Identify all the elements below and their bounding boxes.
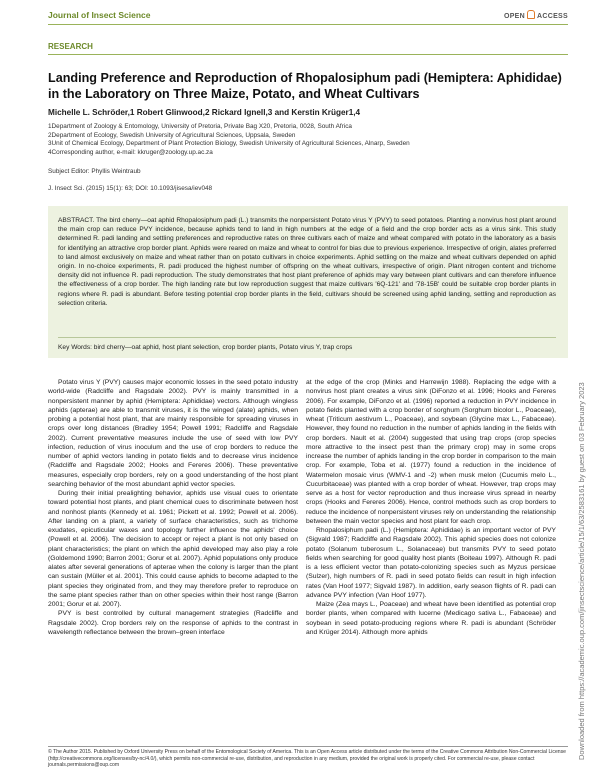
abstract-box (48, 206, 568, 358)
paper-title: Landing Preference and Reproduction of Rhopalosiphum padi (Hemiptera: Aphididae) in the Laboratory on Three Maize, Potato, and Wheat Cultivars (48, 71, 562, 101)
open-access-badge (504, 10, 568, 20)
paragraph: Rhopalosiphum padi (L.) (Hemiptera: Aphididae) is an important vector of PVY (Sigvald 1987; Radcliffe and Ragsdale 2002). This aphid species does not colonize potato (Solanum tuberosum L., Solanaceae) but transmits PVY to seed potato fields when searching for good quality host plants (Boiteau 1997). Although R. padi is a less efficient vector than potato-colonizing species such as Myzus persicae (Sulzer), high numbers of R. padi in seed potato fields can result in high infection rates (Van Hoof 1977; Sigvald 1987). In addition, early season flights of R. padi can advance PVY infection (Van Hoof 1977). (306, 527, 556, 599)
access-label: ACCESS (537, 13, 568, 20)
citation-line: J. Insect Sci. (2015) 15(1): 63; DOI: 10.1093/jisesa/iev048 (48, 185, 213, 192)
author-list: Michelle L. Schröder,1 Robert Glinwood,2 Rickard Ignell,3 and Kerstin Krüger1,4 (48, 108, 361, 117)
journal-name: Journal of Insect Science (48, 10, 151, 20)
subject-editor: Subject Editor: Phyllis Weintraub (48, 168, 141, 175)
header-divider (48, 24, 568, 25)
paragraph: at the edge of the crop (Minks and Harrewijn 1988). Replacing the edge with a nonvirus host plant creates a virus sink (DiFonzo et al. 1996; Hooks and Fereres 2006). For example, DiFonzo et al. (1996) reported a reduction in PVY incidence in potato fields planted with a crop border of sorghum (Sorghum bicolor L., Poaceae), wheat (Triticum aestivum L., Poaceae), and soybean (Glycine max L., Fabaceae). However, they found no reduction in the number of aphids landing in the fields with crop borders. Nault et al. (2004) suggested that using trap crops (crop species more attractive to the insect pest than the primary crop) may in some crops increase the number of aphids landing in the crop border in comparison to the main crop. For example, Toba et al. (1977) found a reduction in the incidence of Watermelon mosaic virus (WMV-1 and -2) when musk melon (Cucumis melo L., Cucurbitaceae) was planted with a crop border of wheat. However, trap crops may serve as a host for vector reproduction and thus increase virus spread in nearby crops (Hooks and Fereres 2006). Hence, control methods such as crop borders to reduce the incidence of nonpersistent viruses rely on understanding the relationship between the main vector species and host plant for each crop. (306, 379, 556, 525)
paragraph: During their initial prealighting behavior, aphids use visual cues to orientate toward potential host plants, and plant chemical cues to discriminate between host and nonhost plants (Kennedy et al. 1961; Pickett et al. 1992; Powell et al. 2006). After landing on a plant, a variety of surface characteristics, such as trichome exudates, epicuticular waxes and topology further influence the aphids' choice (Powell et al. 2006). The decision to accept or reject a plant is not only based on plant characteristics; the plant on which the aphid developed may also play a role (Goldemond 1990; Barron 2001; Gorur et al. 2007). Aphid populations only produce alates after several generations of apterae when the colony is larger than the plant can sustain (Müller et al. 2001). This could cause aphids to become adapted to the plant species they originated from, and they may therefore prefer to reproduce on the same plant species rather than on other species within their host range (Barron 2001; Gorur et al. 2007). (48, 490, 298, 608)
section-label: RESEARCH (48, 42, 93, 51)
body-column-left (48, 378, 298, 637)
paragraph: Maize (Zea mays L., Poaceae) and wheat have been identified as potential crop border plants, when compared with lucerne (Medicago sativa L., Fabaceae) and soybean in seed potato-producing regions where R. padi is abundant (Schröder and Krüger 2014). Although more aphids (306, 601, 556, 636)
section-divider (48, 54, 568, 55)
keywords: Key Words: bird cherry—oat aphid, host plant selection, crop border plants, Potato virus Y, trap crops (58, 344, 353, 351)
affiliation-3: 3Unit of Chemical Ecology, Department of Plant Protection Biology, Swedish University of Agricultural Sciences, Alnarp, Sweden (48, 140, 410, 148)
corresponding-author: 4Corresponding author, e-mail: kkruger@zoology.up.ac.za (48, 148, 213, 156)
affiliation-1: 1Department of Zoology & Entomology, University of Pretoria, Private Bag X20, Pretoria, 0028, South Africa (48, 123, 352, 130)
keywords-divider (58, 337, 556, 338)
affiliation-2: 2Department of Ecology, Swedish University of Agricultural Sciences, Uppsala, Sweden (48, 131, 296, 139)
affiliations (48, 123, 568, 157)
body-column-right (306, 378, 556, 637)
open-lock-icon (527, 10, 535, 19)
open-access-label: OPEN (503, 13, 526, 20)
copyright-footer: © The Author 2015. Published by Oxford University Press on behalf of the Entomological Society of America. This is an Open Access article distributed under the terms of the Creative Commons Attribution Non-Commercial License (http://creativecommons.org/licenses/by-nc/4.0/), which permits non-commercial re-use, distribution, and reproduction in any medium, provided the original work is properly cited. For commercial re-use, please contact journals.permissions@oup.com (48, 746, 568, 769)
download-note: Downloaded from https://academic.oup.com/jinsectscience/article/15/1/63/2583161 by guest on 03 February 2023 (577, 382, 586, 760)
journal-header (48, 10, 568, 24)
paragraph: PVY is best controlled by cultural management strategies (Radcliffe and Ragsdale 2002). Crop borders rely on the response of aphids to the contrast in wavelength reflectance between the brown–green interface (48, 610, 298, 636)
download-watermark (577, 160, 589, 760)
paragraph: Potato virus Y (PVY) causes major economic losses in the seed potato industry world-wide (Radcliffe and Ragsdale 2002). PVY is mainly transmitted in a nonpersistent manner by aphid (Hemiptera: Aphididae) vectors. Although wingless aphids (apterae) are able to transmit viruses, it is the winged (alate) aphids, when probing a potential host plant, that are mainly responsible for spreading viruses in crops over long distances (Bradley 1954; Powell 1991; Radcliffe and Ragsdale 2002). Current preventative measures include the use of seed with low PVY infection, reduction of virus inoculum and the use of crop borders to reduce the number of aphid vectors landing in potato fields and to decrease virus incidence (Radcliffe and Ragsdale 2002; Hooks and Fereres 2006). These preventative measures, especially crop borders, rely on a good understanding of the host plant searching behavior of the most abundant aphid vector species. (48, 379, 298, 488)
abstract-text: ABSTRACT. The bird cherry—oat aphid Rhopalosiphum padi (L.) transmits the nonpersistent Potato virus Y (PVY) to seed potatoes. Planting a nonvirus host plant around the main crop can reduce PVY incidence, because aphids tend to land in high numbers at the edge of a field and the crop border acts as a virus sink. This study determined R. padi landing and settling preferences and reproductive rates on three cultivars each of maize and wheat compared with potato in the laboratory as a basis for identifying an attractive crop border plant. Aphids were reared on maize and wheat to control for bias due to previous experience. Irrespective of origin, alates preferred to land almost exclusively on maize and wheat rather than on potato cultivars in choice experiments. Aphid settling on the maize and wheat cultivars depended on aphid origin. In no-choice experiments, R. padi produced the highest number of offspring on the wheat cultivars, irrespective of origin. Plant nitrogen content and trichome density did not influence R. padi reproduction. The study demonstrates that host plant preference of aphids may vary between plant cultivars and can therefore influence the effectiveness of a crop border. The high landing rate but low reproduction suggest that maize cultivars '6Q-121' and '78-15B' could be suitable crop border plants in regions where R. padi is abundant. Before testing potential crop border plants in the field, cultivars should be screened using aphid landing, settling and reproduction as selection criteria. (58, 217, 556, 307)
